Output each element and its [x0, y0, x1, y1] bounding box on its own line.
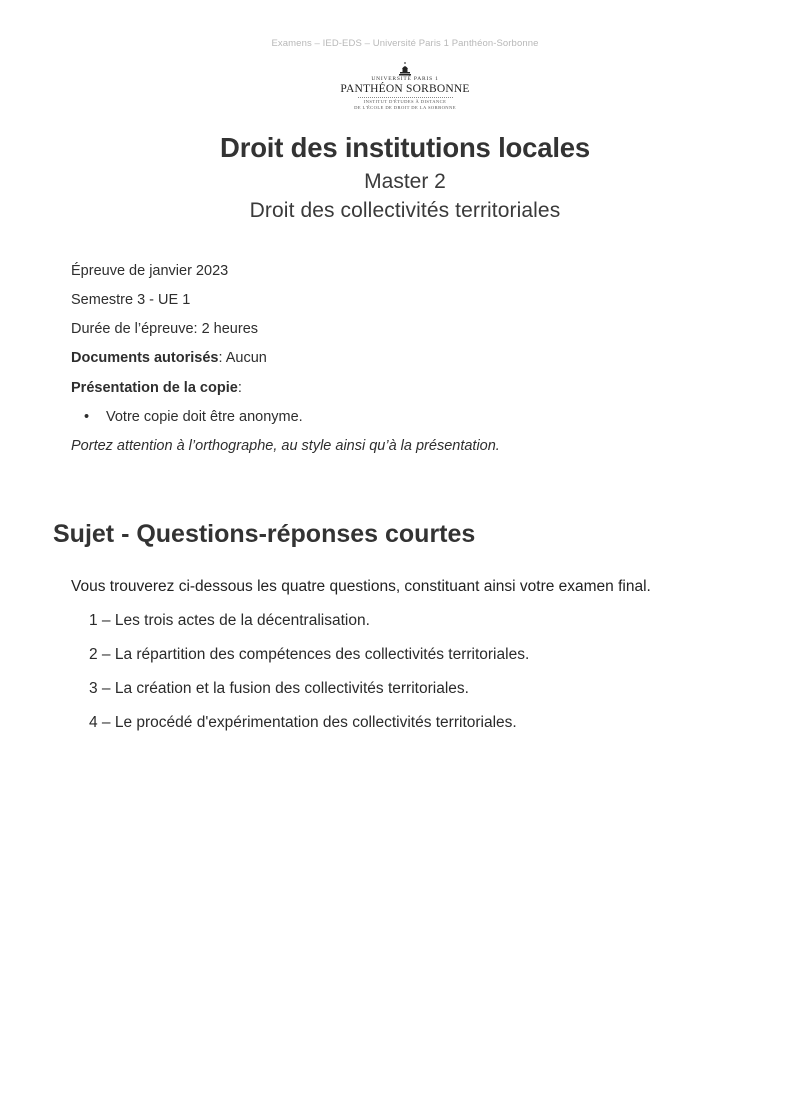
duration-label: Durée de l’épreuve [71, 321, 194, 337]
documents-label: Documents autorisés [71, 350, 219, 366]
document-program: Droit des collectivités territoriales [249, 199, 561, 222]
pantheon-dome-icon [398, 62, 412, 76]
question-item: 1 – Les trois actes de la décentralisation. [89, 612, 370, 629]
logo-divider [358, 97, 453, 98]
logo-university-line: UNIVERSITÉ PARIS 1 [371, 76, 439, 82]
question-item: 2 – La répartition des compétences des collectivités territoriales. [89, 646, 530, 663]
question-item: 3 – La création et la fusion des collectivités territoriales. [89, 680, 469, 697]
documents-value: : Aucun [218, 350, 267, 366]
document-title: Droit des institutions locales [220, 132, 590, 163]
running-header: Examens – IED-EDS – Université Paris 1 Panthéon-Sorbonne [271, 38, 539, 49]
question-item: 4 – Le procédé d'expérimentation des collectivités territoriales. [89, 714, 517, 731]
subject-intro: Vous trouverez ci-dessous les quatre questions, constituant ainsi votre examen final. [71, 578, 651, 595]
presentation-heading [71, 380, 242, 396]
exam-session: Épreuve de janvier 2023 [71, 263, 229, 279]
document-level: Master 2 [364, 170, 446, 193]
presentation-colon: : [237, 380, 242, 396]
exam-duration [71, 321, 258, 337]
presentation-bullet [84, 409, 303, 425]
exam-documents [71, 350, 267, 366]
presentation-label: Présentation de la copie [71, 380, 238, 396]
bullet-text: Votre copie doit être anonyme. [106, 409, 303, 425]
bullet-icon: • [84, 409, 90, 425]
presentation-note: Portez attention à l’orthographe, au style ainsi qu’à la présentation. [71, 438, 500, 454]
section-heading: Sujet - Questions-réponses courtes [53, 520, 476, 548]
exam-semester: Semestre 3 - UE 1 [71, 292, 191, 308]
logo-institute-line2: DE L'ÉCOLE DE DROIT DE LA SORBONNE [354, 105, 456, 110]
logo-name: PANTHÉON SORBONNE [340, 83, 470, 95]
duration-value: : 2 heures [193, 321, 259, 337]
university-logo [300, 62, 510, 111]
logo-institute-line1: INSTITUT D'ÉTUDES À DISTANCE [363, 99, 447, 104]
